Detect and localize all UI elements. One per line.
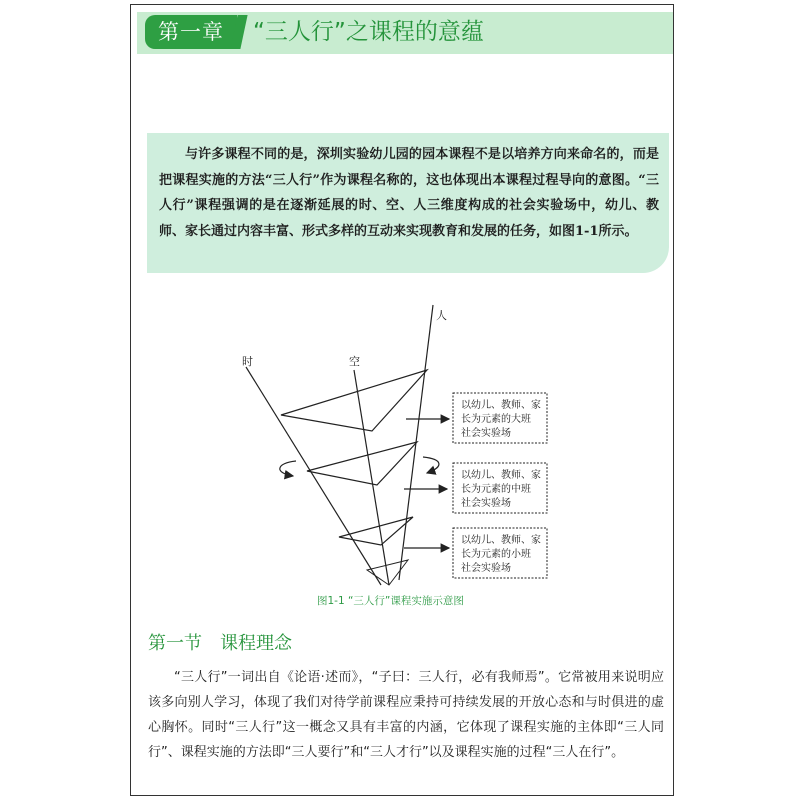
label-box-large [453,393,547,443]
book-page [130,4,674,796]
box-small-line3: 社会实验场 [461,563,511,574]
box-middle-line2: 长为元素的中班 [461,484,531,495]
box-large-line2: 长为元素的大班 [461,414,531,425]
rotate-left-arrow [280,461,296,476]
box-large-line3: 社会实验场 [461,428,511,439]
box-small-line2: 长为元素的小班 [461,549,531,560]
layer-small-class [339,517,413,545]
chapter-label: 第一章 [145,15,237,49]
figure-caption: 图1-1 “三人行”课程实施示意图 [317,595,464,607]
rotate-right-arrow [423,457,439,473]
label-box-small [453,528,547,578]
box-small-line1: 以幼儿、教师、家 [461,535,541,546]
section-heading [148,629,292,655]
box-middle-line3: 社会实验场 [461,498,511,509]
body-paragraph: “三人行”一词出自《论语·述而》，“子曰：三人行，必有我师焉”。它常被用来说明应该多向别人学习，体现了我们对待学前课程应秉持可持续发展的开放心态和与时俱进的虚心胸怀。同时“三人行”这一概念又具有丰富的内涵，它体现了课程实施的主体即“三人同行”、课程实施的方法即“三人要行”和“三人才行”以及课程实施的过程“三人在行”。 [148,670,664,760]
box-middle-line1: 以幼儿、教师、家 [461,470,541,481]
label-box-middle [453,463,547,513]
intro-paragraph: 与许多课程不同的是，深圳实验幼儿园的园本课程不是以培养方向来命名的，而是把课程实施的方法“三人行”作为课程名称的，这也体现出本课程过程导向的意图。“三人行”课程强调的是在逐渐延展的时、空、人三维度构成的社会实验场中，幼儿、教师、家长通过内容丰富、形式多样的互动来实现教育和发展的任务，如图1-1所示。 [159,147,659,239]
chapter-title: “三人行”之课程的意蕴 [253,19,484,45]
section-title: 课程理念 [220,633,292,654]
axis-time-line [246,367,381,585]
box-large-line1: 以幼儿、教师、家 [461,400,541,411]
axis-person-label: 人 [436,309,447,322]
section-number: 第一节 [148,633,202,654]
axis-time-label: 时 [242,355,253,368]
course-diagram [131,295,673,595]
layer-large-class [281,370,427,431]
axis-space-label: 空 [349,355,360,368]
layer-middle-class [307,442,417,485]
